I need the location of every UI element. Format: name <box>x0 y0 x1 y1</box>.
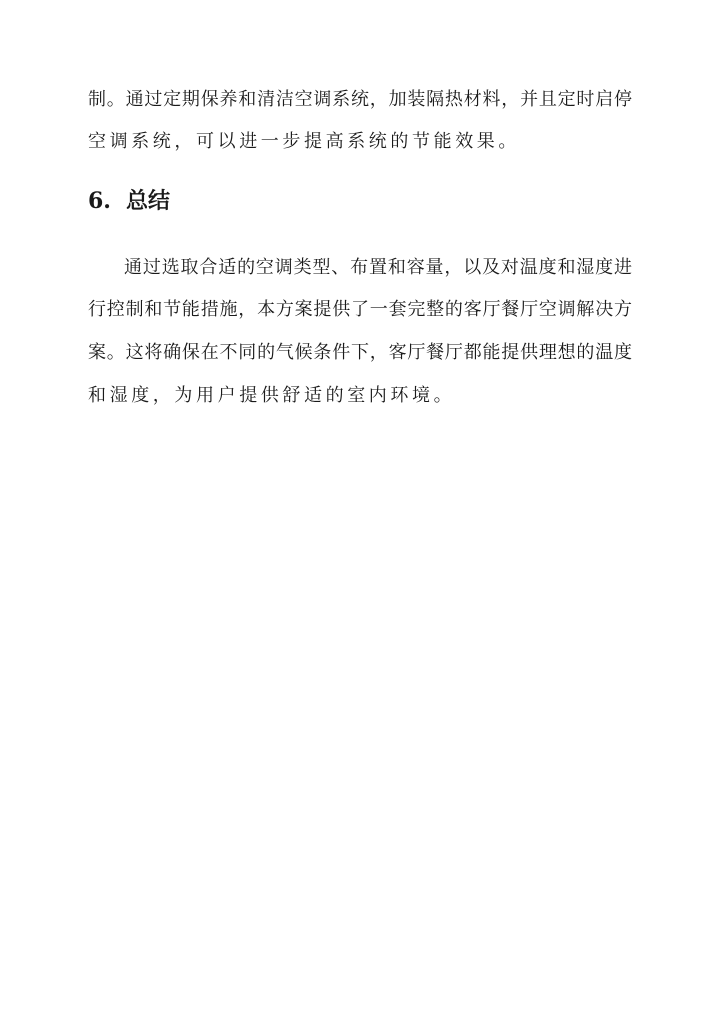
section-title: 总结 <box>126 188 171 214</box>
paragraph-line: 空调系统，可以进一步提高系统的节能效果。 <box>88 131 520 152</box>
paragraph-line: 制。通过定期保养和清洁空调系统，加装隔热材料，并且定时启停 <box>88 89 632 110</box>
paragraph-line: 行控制和节能措施，本方案提供了一套完整的客厅餐厅空调解决方 <box>88 299 632 320</box>
section-heading <box>88 186 170 216</box>
paragraph-line: 和湿度，为用户提供舒适的室内环境。 <box>88 385 456 406</box>
paragraph-line: 案。这将确保在不同的气候条件下，客厅餐厅都能提供理想的温度 <box>88 342 632 363</box>
section-number: 6. <box>88 188 111 214</box>
paragraph-line: 通过选取合适的空调类型、布置和容量，以及对温度和湿度进 <box>124 257 632 278</box>
